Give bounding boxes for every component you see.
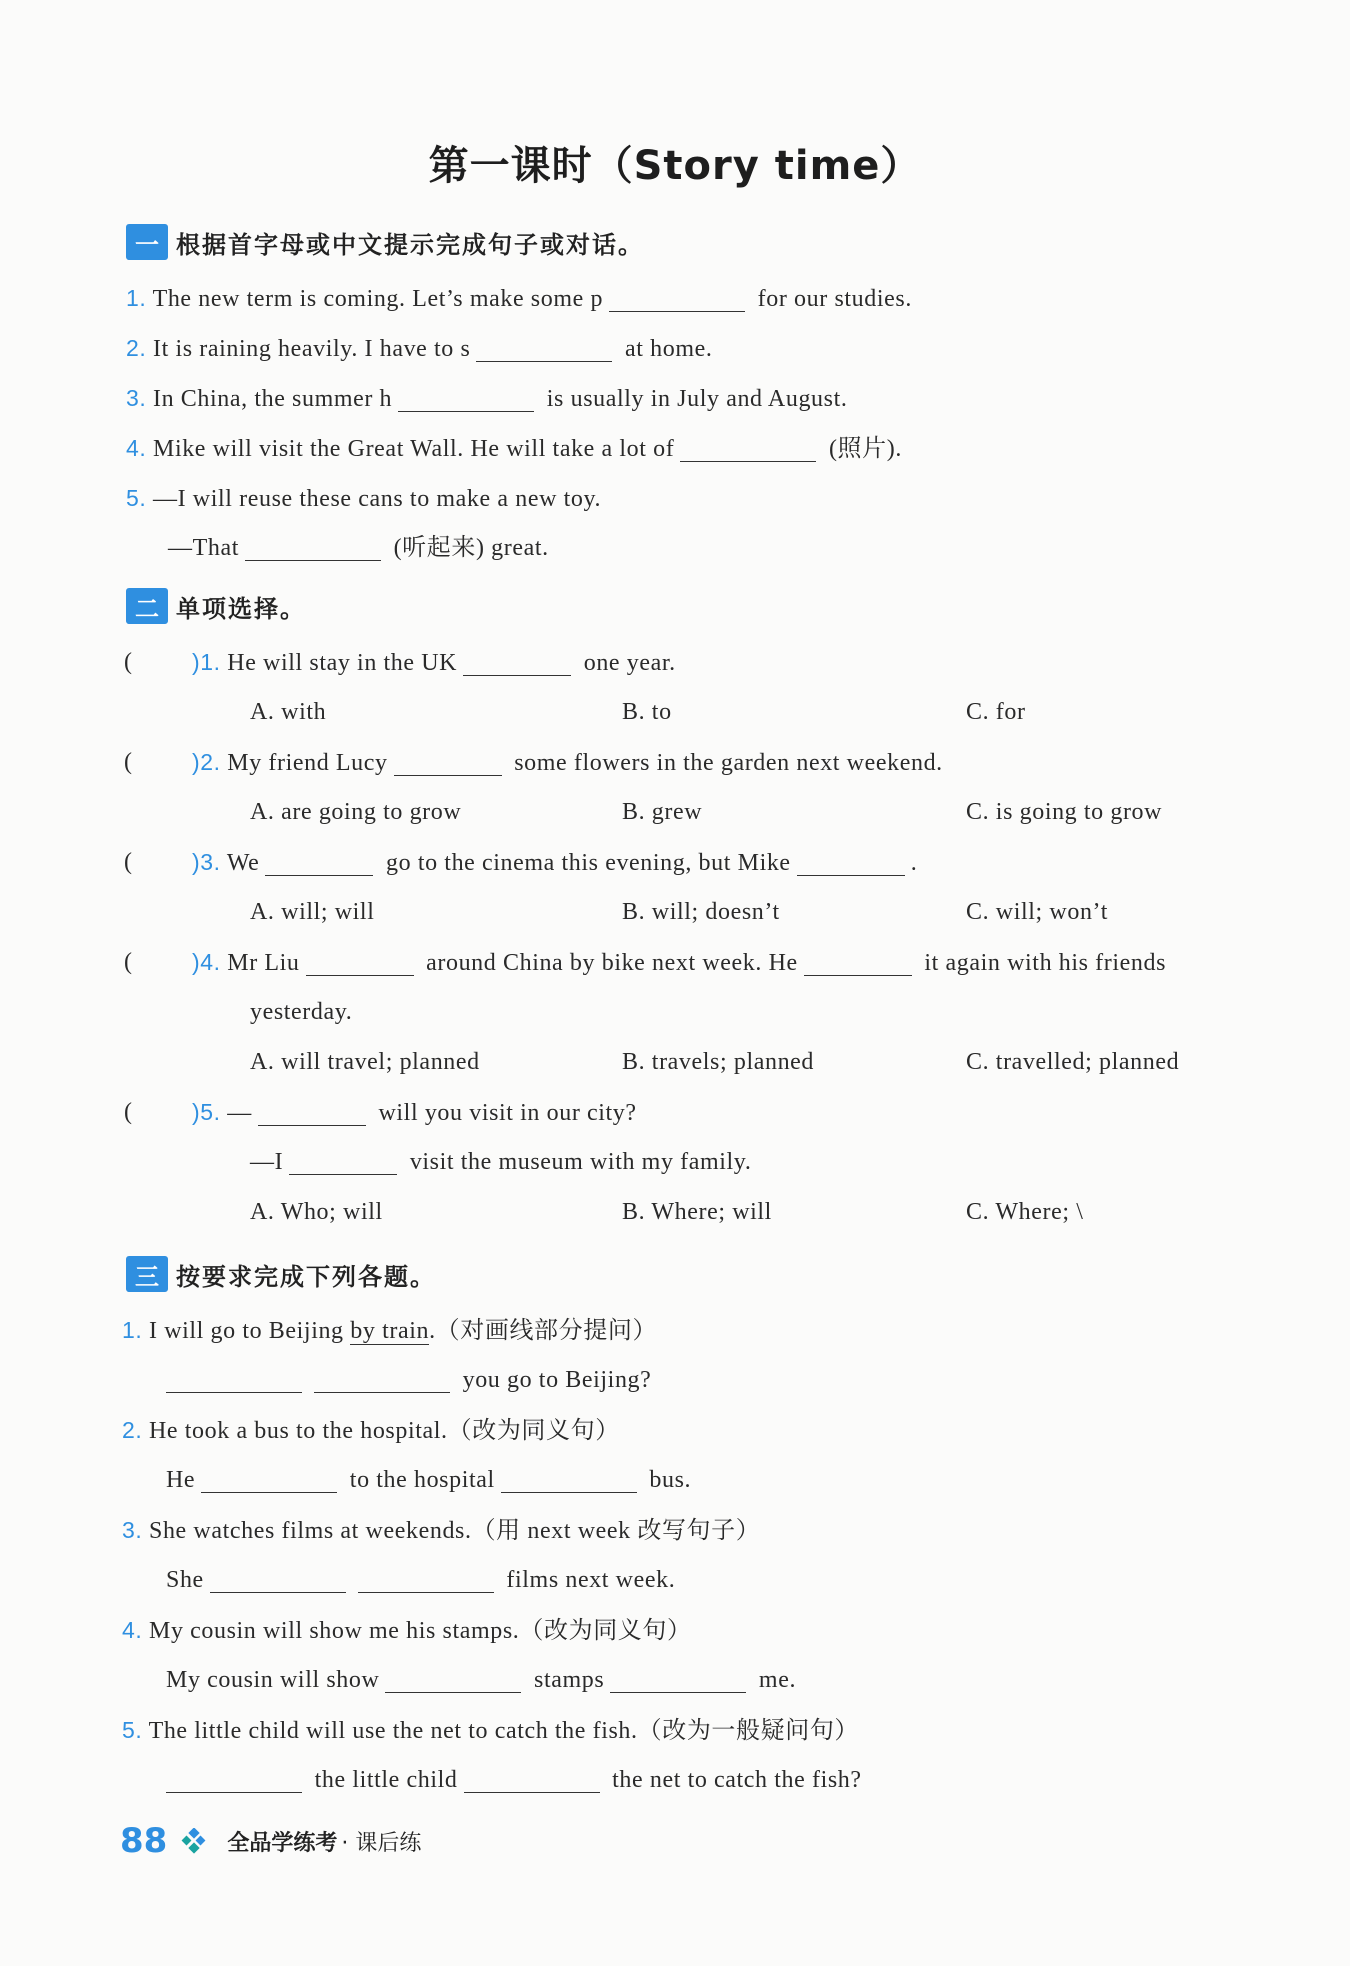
s2-q4-option-a[interactable]: A. will travel; planned <box>250 1049 480 1075</box>
section-3-badge: 三 <box>126 1256 168 1292</box>
s3-q2-answer: He to the hospital bus. <box>166 1460 691 1500</box>
s2-q5: )5. — will you visit in our city? <box>192 1092 637 1132</box>
s2-q2-option-a[interactable]: A. are going to grow <box>250 799 462 825</box>
s2-q3-option-c[interactable]: C. will; won’t <box>966 899 1108 925</box>
brand-name: 全品学练考 <box>227 1830 338 1856</box>
s2-q4: )4. Mr Liu around China by bike next week. He it again with his friends <box>192 942 1166 982</box>
s3-q1: 1. I will go to Beijing by train.（对画线部分提问） <box>122 1317 658 1344</box>
page-footer <box>120 1816 421 1866</box>
underlined-phrase: by train <box>350 1318 430 1344</box>
answer-blank[interactable] <box>210 1562 346 1593</box>
page-number: 88 <box>120 1821 168 1861</box>
s2-q1-option-b[interactable]: B. to <box>622 699 672 725</box>
s2-q2: )2. My friend Lucy some flowers in the garden next weekend. <box>192 742 943 782</box>
page-title: 第一课时（Story time） <box>428 143 922 189</box>
section-3-header <box>126 1254 436 1294</box>
section-1-header <box>126 222 644 262</box>
s2-q4-option-c[interactable]: C. travelled; planned <box>966 1049 1180 1075</box>
answer-blank[interactable] <box>245 530 381 561</box>
answer-blank[interactable] <box>358 1562 494 1593</box>
answer-blank[interactable] <box>166 1762 302 1793</box>
answer-paren[interactable]: ( <box>124 749 132 775</box>
s3-q5: 5. The little child will use the net to catch the fish.（改为一般疑问句） <box>122 1717 860 1744</box>
answer-blank[interactable] <box>804 945 912 976</box>
section-2-title: 单项选择。 <box>176 594 306 623</box>
answer-blank[interactable] <box>476 331 612 362</box>
s2-q5-option-b[interactable]: B. Where; will <box>622 1199 772 1225</box>
s2-q5-reply: —I visit the museum with my family. <box>250 1142 751 1182</box>
section-1-title: 根据首字母或中文提示完成句子或对话。 <box>176 230 644 259</box>
s2-q1: )1. He will stay in the UK one year. <box>192 642 676 682</box>
section-1-badge: 一 <box>126 224 168 260</box>
s1-q3: 3. In China, the summer h is usually in July and August. <box>126 378 847 418</box>
s3-q4-answer: My cousin will show stamps me. <box>166 1660 796 1700</box>
answer-blank[interactable] <box>201 1462 337 1493</box>
s2-q3: )3. We go to the cinema this evening, but Mike . <box>192 842 917 882</box>
s2-q4-continued: yesterday. <box>250 999 353 1025</box>
s2-q3-option-a[interactable]: A. will; will <box>250 899 375 925</box>
answer-paren[interactable]: ( <box>124 849 132 875</box>
section-2-header <box>126 586 306 626</box>
s3-q3: 3. She watches films at weekends.（用 next week 改写句子） <box>122 1517 761 1544</box>
s1-q1: 1. The new term is coming. Let’s make some p for our studies. <box>126 278 912 318</box>
answer-blank[interactable] <box>314 1362 450 1393</box>
answer-blank[interactable] <box>306 945 414 976</box>
answer-blank[interactable] <box>258 1095 366 1126</box>
s2-q2-option-b[interactable]: B. grew <box>622 799 703 825</box>
answer-blank[interactable] <box>501 1462 637 1493</box>
answer-blank[interactable] <box>385 1662 521 1693</box>
s3-q1-answer: you go to Beijing? <box>160 1360 651 1400</box>
answer-blank[interactable] <box>398 381 534 412</box>
s2-q2-option-c[interactable]: C. is going to grow <box>966 799 1163 825</box>
s1-q2: 2. It is raining heavily. I have to s at home. <box>126 328 713 368</box>
s2-q1-option-a[interactable]: A. with <box>250 699 327 725</box>
answer-blank[interactable] <box>464 1762 600 1793</box>
s3-q5-answer: the little child the net to catch the fish? <box>160 1760 862 1800</box>
answer-paren[interactable]: ( <box>124 649 132 675</box>
s1-q4: 4. Mike will visit the Great Wall. He will take a lot of (照片). <box>126 428 902 468</box>
s3-q4: 4. My cousin will show me his stamps.（改为同义句） <box>122 1617 692 1644</box>
s1-q5-reply: —That (听起来) great. <box>168 528 549 568</box>
answer-blank[interactable] <box>463 645 571 676</box>
s3-q3-answer: She films next week. <box>166 1560 675 1600</box>
s2-q5-option-c[interactable]: C. Where; \ <box>966 1199 1084 1225</box>
section-3-title: 按要求完成下列各题。 <box>176 1262 436 1291</box>
s2-q4-option-b[interactable]: B. travels; planned <box>622 1049 815 1075</box>
answer-paren[interactable]: ( <box>124 1099 132 1125</box>
answer-blank[interactable] <box>797 845 905 876</box>
s3-q2: 2. He took a bus to the hospital.（改为同义句） <box>122 1417 620 1444</box>
section-2-badge: 二 <box>126 588 168 624</box>
brand-subtitle: · 课后练 <box>341 1830 422 1856</box>
s1-q5: 5. —I will reuse these cans to make a new toy. <box>126 485 602 512</box>
s2-q1-option-c[interactable]: C. for <box>966 699 1026 725</box>
s2-q3-option-b[interactable]: B. will; doesn’t <box>622 899 780 925</box>
diamond-logo-icon <box>181 1828 207 1854</box>
answer-blank[interactable] <box>610 1662 746 1693</box>
answer-blank[interactable] <box>680 431 816 462</box>
answer-blank[interactable] <box>166 1362 302 1393</box>
answer-paren[interactable]: ( <box>124 949 132 975</box>
answer-blank[interactable] <box>609 281 745 312</box>
answer-blank[interactable] <box>289 1144 397 1175</box>
s2-q5-option-a[interactable]: A. Who; will <box>250 1199 383 1225</box>
answer-blank[interactable] <box>394 745 502 776</box>
answer-blank[interactable] <box>265 845 373 876</box>
